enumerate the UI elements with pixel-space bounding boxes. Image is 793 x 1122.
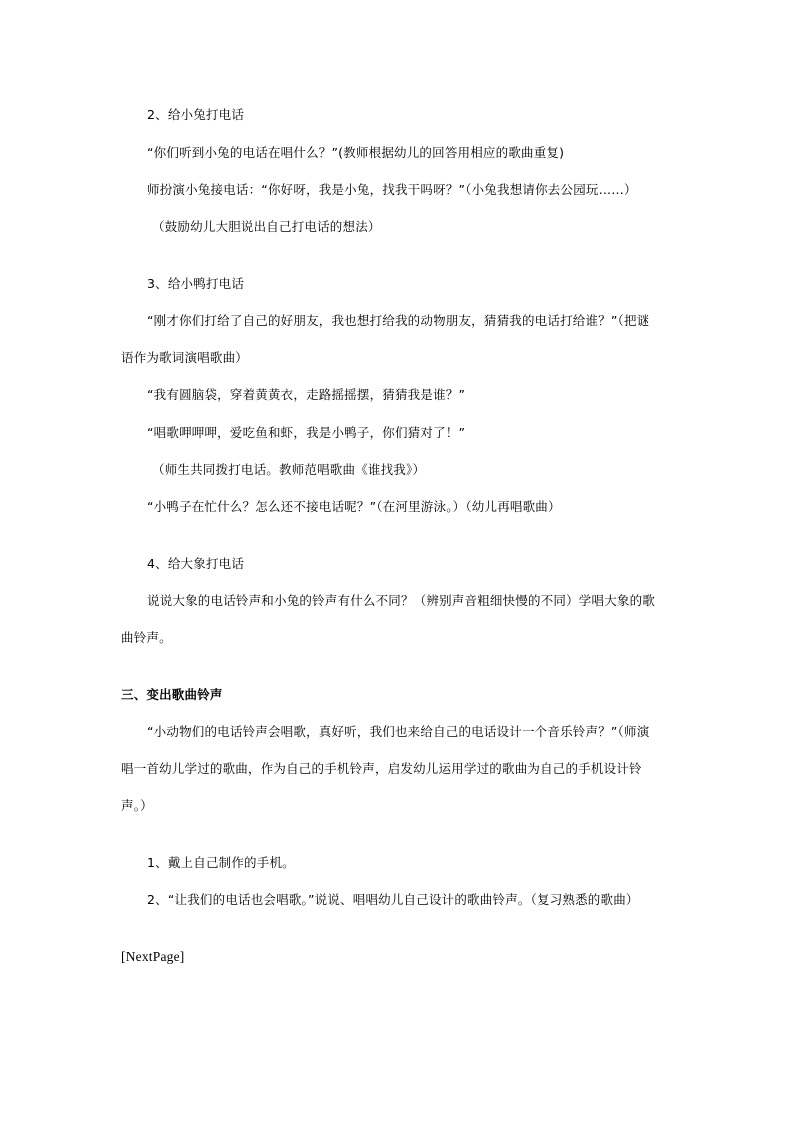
subheading-call-elephant: 4、给大象打电话 <box>147 556 245 571</box>
paragraph: （鼓励幼儿大胆说出自己打电话的想法） <box>152 219 381 234</box>
list-item: 2、“让我们的电话也会唱歌。”说说、唱唱幼儿自己设计的歌曲铃声。（复习熟悉的歌曲） <box>147 892 639 907</box>
section-heading: 三、变出歌曲铃声 <box>121 687 223 702</box>
subheading-call-duck: 3、给小鸭打电话 <box>147 276 245 291</box>
list-item: 1、戴上自己制作的手机。 <box>147 855 295 870</box>
paragraph: “小动物们的电话铃声会唱歌，真好听，我们也来给自己的电话设计一个音乐铃声？”（师演 <box>147 724 650 739</box>
paragraph: “我有圆脑袋，穿着黄黄衣，走路摇摇摆，猜猜我是谁？” <box>147 387 466 402</box>
paragraph-continuation: 声。） <box>121 798 153 813</box>
paragraph: （师生共同拨打电话。教师范唱歌曲《谁找我》） <box>152 462 426 477</box>
paragraph-continuation: 曲铃声。 <box>121 630 172 645</box>
paragraph: “唱歌呷呷呷，爱吃鱼和虾，我是小鸭子，你们猜对了！” <box>147 425 466 440</box>
paragraph: “刚才你们打给了自己的好朋友，我也想打给我的动物朋友，猜猜我的电话打给谁？”（把谜 <box>147 313 650 328</box>
paragraph-continuation: 唱一首幼儿学过的歌曲，作为自己的手机铃声，启发幼儿运用学过的歌曲为自己的手机设计铃 <box>121 761 642 776</box>
next-page-marker: [NextPage] <box>121 949 185 964</box>
paragraph-continuation: 语作为歌词演唱歌曲） <box>121 350 249 365</box>
paragraph: “你们听到小兔的电话在唱什么？”(教师根据幼儿的回答用相应的歌曲重复) <box>147 145 565 160</box>
paragraph: 师扮演小兔接电话：“你好呀，我是小兔，找我干吗呀？”（小兔我想请你去公园玩……） <box>147 182 637 197</box>
paragraph: “小鸭子在忙什么？怎么还不接电话呢？”（在河里游泳。）（幼儿再唱歌曲） <box>147 499 561 514</box>
paragraph: 说说大象的电话铃声和小兔的铃声有什么不同？（辨别声音粗细快慢的不同）学唱大象的歌 <box>147 593 656 608</box>
subheading-call-rabbit: 2、给小兔打电话 <box>147 107 245 122</box>
